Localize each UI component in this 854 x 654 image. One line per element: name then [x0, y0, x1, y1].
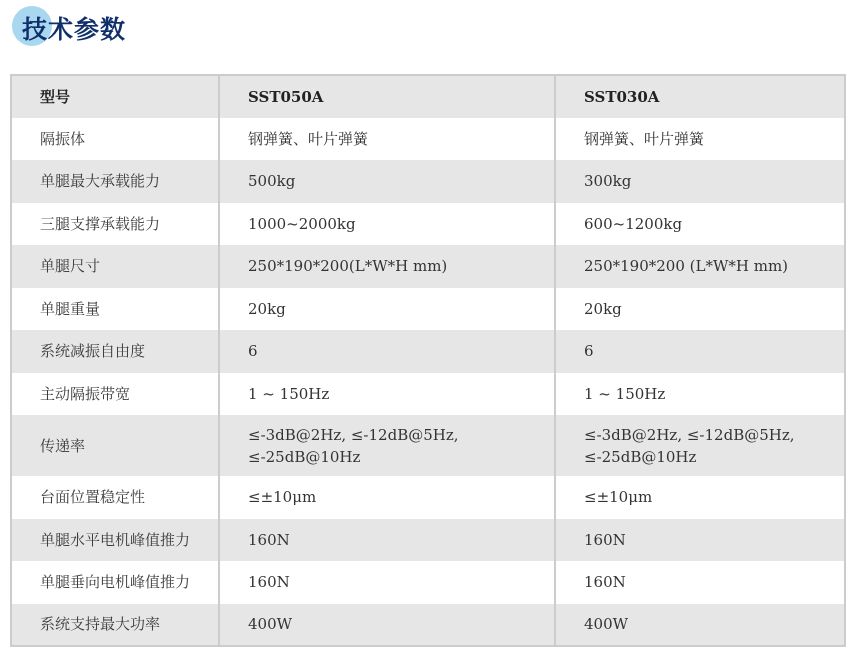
table-row — [11, 561, 845, 604]
row-model-a: ≤±10μm — [219, 476, 555, 519]
row-model-a: 20kg — [219, 288, 555, 331]
table-row — [11, 476, 845, 519]
row-model-b: 钢弹簧、叶片弹簧 — [584, 129, 705, 148]
table-row — [11, 288, 845, 331]
row-param: 系统支持最大功率 — [11, 604, 219, 647]
row-param: 隔振体 — [11, 118, 219, 161]
row-model-a — [219, 415, 555, 476]
spec-table — [10, 74, 846, 647]
row-param: 单腿最大承载能力 — [11, 160, 219, 203]
table-row — [11, 245, 845, 288]
row-model-b: 250*190*200 (L*W*H mm) — [555, 245, 845, 288]
row-param: 传递率 — [11, 415, 219, 476]
table-row — [11, 519, 845, 562]
row-model-b: 6 — [555, 330, 845, 373]
row-param: 系统减振自由度 — [11, 330, 219, 373]
row-param: 单腿垂向电机峰值推力 — [11, 561, 219, 604]
row-model-a-line2: ≤-25dB@10Hz — [248, 447, 361, 466]
header-model-a: SST050A — [219, 75, 555, 118]
row-model-a-line1: ≤-3dB@2Hz, ≤-12dB@5Hz, — [248, 425, 459, 444]
page-title: 技术参数 — [22, 15, 127, 44]
row-model-a: 160N — [219, 561, 555, 604]
row-model-b: 400W — [555, 604, 845, 647]
table-header-row — [11, 75, 845, 118]
row-model-a: 500kg — [219, 160, 555, 203]
row-model-a: 250*190*200(L*W*H mm) — [219, 245, 555, 288]
row-model-b: 1 ~ 150Hz — [584, 384, 666, 403]
row-param: 三腿支撑承载能力 — [11, 203, 219, 246]
row-model-a: 160N — [219, 519, 555, 562]
row-model-b-line2: ≤-25dB@10Hz — [584, 447, 697, 466]
row-param: 单腿重量 — [11, 288, 219, 331]
table-row — [11, 604, 845, 647]
row-model-a: 1000~2000kg — [219, 203, 555, 246]
table-row — [11, 203, 845, 246]
row-model-a: 6 — [219, 330, 555, 373]
table-row — [11, 330, 845, 373]
table-row — [11, 118, 845, 161]
row-model-b: 160N — [555, 519, 845, 562]
header-model-b: SST030A — [555, 75, 845, 118]
row-param: 单腿尺寸 — [11, 245, 219, 288]
row-model-b: 600~1200kg — [584, 214, 683, 233]
row-model-a: 钢弹簧、叶片弹簧 — [219, 118, 555, 161]
row-param: 主动隔振带宽 — [11, 373, 219, 416]
row-model-b-line1: ≤-3dB@2Hz, ≤-12dB@5Hz, — [584, 425, 795, 444]
header-param: 型号 — [11, 75, 219, 118]
row-model-b: ≤±10μm — [584, 488, 653, 507]
row-model-b — [555, 415, 845, 476]
row-param: 台面位置稳定性 — [11, 476, 219, 519]
row-model-b: 160N — [584, 573, 626, 592]
row-model-a: 1 ~ 150Hz — [219, 373, 555, 416]
table-row — [11, 160, 845, 203]
table-row — [11, 373, 845, 416]
row-model-a: 400W — [219, 604, 555, 647]
row-model-b: 20kg — [584, 299, 622, 318]
row-param: 单腿水平电机峰值推力 — [11, 519, 219, 562]
table-row — [11, 415, 845, 476]
row-model-b: 300kg — [555, 160, 845, 203]
